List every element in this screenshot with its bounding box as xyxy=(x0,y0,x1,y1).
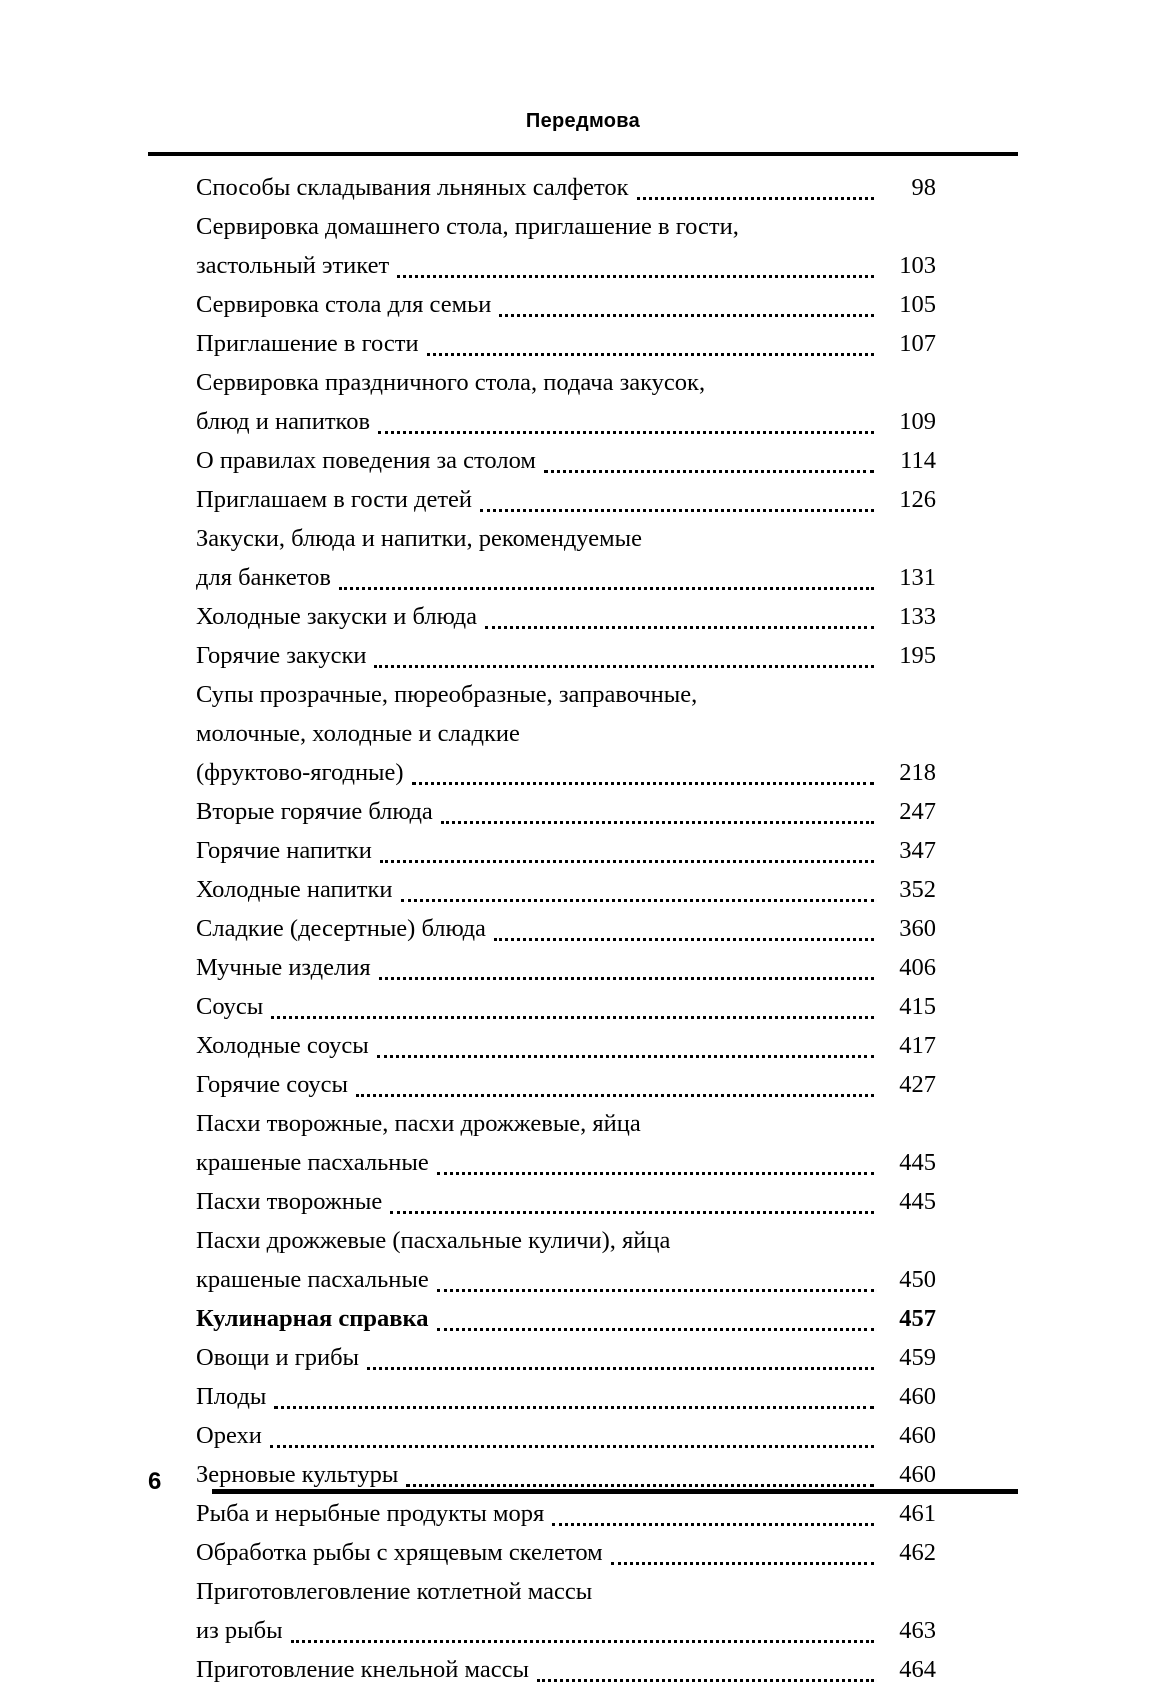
toc-leader-dots xyxy=(406,1483,874,1487)
toc-entry-title-line: Супы прозрачные, пюреобразные, заправочные, xyxy=(196,681,698,708)
toc-entry-title: Кулинарная справка xyxy=(196,1305,429,1332)
toc-entry-page: 360 xyxy=(899,915,936,942)
running-header: Передмова xyxy=(525,110,641,132)
toc-leader-dots xyxy=(637,196,874,200)
toc-entry-page: 460 xyxy=(899,1422,936,1449)
toc-entry-page: 98 xyxy=(911,174,936,201)
toc-entry-title: Горячие соусы xyxy=(196,1071,348,1098)
toc-entry-title: Сервировка стола для семьи xyxy=(196,291,492,318)
toc-entry-page: 459 xyxy=(899,1344,936,1371)
toc-entry-page: 460 xyxy=(899,1461,936,1488)
toc-entry-title: (фруктово-ягодные) xyxy=(196,759,404,786)
toc-entry[interactable] xyxy=(196,987,936,1026)
toc-entry-page: 195 xyxy=(899,642,936,669)
toc-leader-dots xyxy=(377,1054,874,1058)
toc-entry-page: 415 xyxy=(899,993,936,1020)
toc-entry-title: Холодные соусы xyxy=(196,1032,369,1059)
toc-leader-dots xyxy=(397,274,874,278)
toc-leader-dots xyxy=(271,1015,874,1019)
table-of-contents xyxy=(196,168,936,1689)
toc-entry[interactable] xyxy=(196,1572,936,1650)
toc-entry-title: Горячие закуски xyxy=(196,642,367,669)
toc-entry-title: Мучные изделия xyxy=(196,954,371,981)
toc-entry-page: 417 xyxy=(899,1032,936,1059)
toc-entry-last-line xyxy=(196,558,936,597)
toc-entry-last-line xyxy=(196,1611,936,1650)
toc-entry-title: Плоды xyxy=(196,1383,267,1410)
toc-leader-dots xyxy=(611,1561,874,1565)
toc-entry[interactable] xyxy=(196,1065,936,1104)
toc-entry-title: Холодные напитки xyxy=(196,876,393,903)
toc-entry-page: 464 xyxy=(899,1656,936,1683)
toc-entry-page: 352 xyxy=(899,876,936,903)
toc-leader-dots xyxy=(374,664,874,668)
toc-entry-page: 461 xyxy=(899,1500,936,1527)
toc-entry[interactable] xyxy=(196,1650,936,1689)
page-number: 6 xyxy=(148,1468,162,1495)
toc-entry-page: 105 xyxy=(899,291,936,318)
toc-leader-dots xyxy=(339,586,874,590)
toc-leader-dots xyxy=(552,1522,874,1526)
toc-leader-dots xyxy=(427,352,874,356)
toc-entry-page: 445 xyxy=(899,1188,936,1215)
toc-entry-page: 131 xyxy=(899,564,936,591)
toc-entry[interactable] xyxy=(196,324,936,363)
toc-entry-title: Вторые горячие блюда xyxy=(196,798,433,825)
toc-entry-title: Приглашаем в гости детей xyxy=(196,486,473,513)
toc-entry-last-line xyxy=(196,1143,936,1182)
toc-entry-title-line: Приготовлеговление котлетной массы xyxy=(196,1578,593,1605)
toc-entry-title: крашеные пасхальные xyxy=(196,1149,429,1176)
toc-entry-title: из рыбы xyxy=(196,1617,283,1644)
toc-entry[interactable] xyxy=(196,1104,936,1182)
toc-entry[interactable] xyxy=(196,909,936,948)
toc-entry[interactable] xyxy=(196,948,936,987)
toc-entry[interactable] xyxy=(196,285,936,324)
toc-leader-dots xyxy=(270,1444,874,1448)
toc-entry[interactable] xyxy=(196,636,936,675)
toc-entry-title: Рыба и нерыбные продукты моря xyxy=(196,1500,545,1527)
toc-entry[interactable] xyxy=(196,675,936,792)
toc-entry-title: Обработка рыбы с хрящевым скелетом xyxy=(196,1539,603,1566)
toc-entry[interactable] xyxy=(196,1494,936,1533)
toc-entry-title: Приготовление кнельной массы xyxy=(196,1656,529,1683)
toc-entry-page: 347 xyxy=(899,837,936,864)
toc-entry[interactable] xyxy=(196,870,936,909)
toc-leader-dots xyxy=(274,1405,874,1409)
toc-leader-dots xyxy=(485,625,874,629)
toc-entry-page: 109 xyxy=(899,408,936,435)
toc-leader-dots xyxy=(380,859,874,863)
toc-leader-dots xyxy=(480,508,874,512)
toc-leader-dots xyxy=(379,976,874,980)
toc-entry-last-line xyxy=(196,753,936,792)
toc-entry-title: Горячие напитки xyxy=(196,837,372,864)
toc-entry-page: 457 xyxy=(899,1305,936,1332)
toc-entry-page: 460 xyxy=(899,1383,936,1410)
toc-entry-page: 133 xyxy=(899,603,936,630)
toc-entry-title: О правилах поведения за столом xyxy=(196,447,536,474)
toc-entry-title: Приглашение в гости xyxy=(196,330,419,357)
toc-leader-dots xyxy=(537,1678,874,1682)
toc-entry-title: Сладкие (десертные) блюда xyxy=(196,915,486,942)
toc-entry-last-line xyxy=(196,246,936,285)
toc-entry-page: 463 xyxy=(899,1617,936,1644)
toc-entry-title: Овощи и грибы xyxy=(196,1344,360,1371)
toc-entry-title: крашеные пасхальные xyxy=(196,1266,429,1293)
toc-leader-dots xyxy=(499,313,874,317)
toc-entry[interactable] xyxy=(196,597,936,636)
toc-entry-title: Зерновые культуры xyxy=(196,1461,399,1488)
toc-entry-page: 114 xyxy=(900,447,936,474)
toc-leader-dots xyxy=(291,1639,874,1643)
toc-entry[interactable] xyxy=(196,1221,936,1299)
toc-entry[interactable] xyxy=(196,168,936,207)
toc-entry-title-line: Закуски, блюда и напитки, рекомендуемые xyxy=(196,525,642,552)
toc-entry-title-line: молочные, холодные и сладкие xyxy=(196,720,520,747)
toc-entry-title: Холодные закуски и блюда xyxy=(196,603,477,630)
toc-entry-page: 427 xyxy=(899,1071,936,1098)
header-divider xyxy=(148,152,1018,156)
toc-leader-dots xyxy=(441,820,874,824)
toc-entry-title: Орехи xyxy=(196,1422,262,1449)
toc-entry-title-line: Пасхи творожные, пасхи дрожжевые, яйца xyxy=(196,1110,641,1137)
toc-entry[interactable] xyxy=(196,792,936,831)
toc-leader-dots xyxy=(390,1210,874,1214)
toc-entry-page: 445 xyxy=(899,1149,936,1176)
toc-entry-title: застольный этикет xyxy=(196,252,390,279)
toc-entry-title-line: Пасхи дрожжевые (пасхальные куличи), яйца xyxy=(196,1227,671,1254)
toc-leader-dots xyxy=(544,469,874,473)
toc-entry[interactable] xyxy=(196,1416,936,1455)
toc-entry-title: Пасхи творожные xyxy=(196,1188,383,1215)
toc-entry-title: блюд и напитков xyxy=(196,408,371,435)
toc-entry-title-line: Сервировка домашнего стола, приглашение в гости, xyxy=(196,213,739,240)
toc-entry[interactable] xyxy=(196,1026,936,1065)
toc-entry[interactable] xyxy=(196,1533,936,1572)
toc-entry[interactable] xyxy=(196,1338,936,1377)
toc-entry-title: Соусы xyxy=(196,993,264,1020)
toc-leader-dots xyxy=(401,898,875,902)
toc-entry-title-line: Сервировка праздничного стола, подача закусок, xyxy=(196,369,706,396)
toc-entry-page: 406 xyxy=(899,954,936,981)
toc-entry-title: Способы складывания льняных салфеток xyxy=(196,174,629,201)
toc-leader-dots xyxy=(437,1288,874,1292)
toc-leader-dots xyxy=(367,1366,874,1370)
toc-entry-page: 450 xyxy=(899,1266,936,1293)
toc-entry-page: 247 xyxy=(899,798,936,825)
toc-leader-dots xyxy=(437,1171,874,1175)
toc-entry-page: 103 xyxy=(899,252,936,279)
toc-entry-page: 462 xyxy=(899,1539,936,1566)
toc-leader-dots xyxy=(494,937,874,941)
toc-entry-last-line xyxy=(196,1260,936,1299)
toc-entry[interactable] xyxy=(196,207,936,285)
toc-entry[interactable] xyxy=(196,480,936,519)
toc-entry[interactable] xyxy=(196,441,936,480)
toc-entry[interactable] xyxy=(196,519,936,597)
toc-entry[interactable] xyxy=(196,363,936,441)
toc-entry-page: 126 xyxy=(899,486,936,513)
toc-leader-dots xyxy=(412,781,874,785)
toc-entry[interactable] xyxy=(196,831,936,870)
toc-entry[interactable] xyxy=(196,1377,936,1416)
toc-entry-page: 107 xyxy=(899,330,936,357)
toc-entry-page: 218 xyxy=(899,759,936,786)
toc-leader-dots xyxy=(356,1093,874,1097)
toc-entry[interactable] xyxy=(196,1299,936,1338)
toc-entry-last-line xyxy=(196,402,936,441)
toc-entry[interactable] xyxy=(196,1182,936,1221)
footer-divider xyxy=(212,1489,1018,1494)
toc-leader-dots xyxy=(378,430,874,434)
toc-entry-title: для банкетов xyxy=(196,564,331,591)
toc-leader-dots xyxy=(437,1327,875,1331)
